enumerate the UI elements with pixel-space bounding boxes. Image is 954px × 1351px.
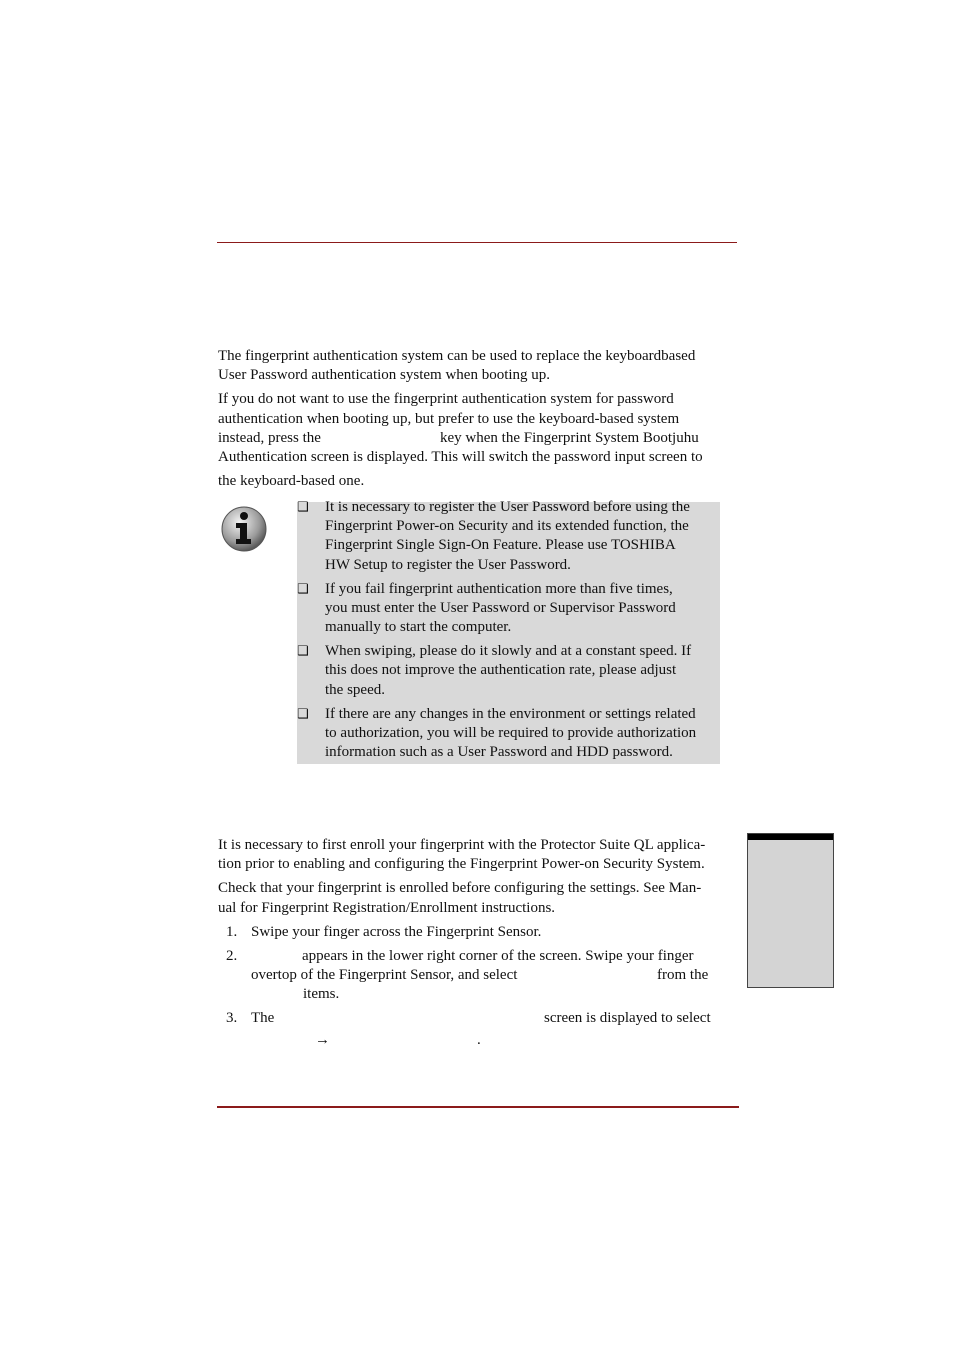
note-line: this does not improve the authentication rate, please adjust — [325, 662, 677, 678]
note-line: If you fail fingerprint authentication more than five times, — [325, 581, 673, 597]
chapter-side-tab — [747, 833, 834, 988]
note-line: When swiping, please do it slowly and at a constant speed. If — [325, 643, 692, 659]
note-line: to authorization, you will be required to provide authorization — [325, 725, 697, 741]
step-number: 1. — [226, 924, 238, 940]
arrow-icon: → — [315, 1032, 330, 1048]
step-text: . — [477, 1032, 481, 1048]
step-text: screen is displayed to select — [544, 1010, 711, 1026]
note-line: you must enter the User Password or Supervisor Password — [325, 600, 676, 616]
step-text: The — [251, 1010, 275, 1026]
note-line: the speed. — [325, 682, 385, 698]
note-line: HW Setup to register the User Password. — [325, 557, 571, 573]
intro-line: the keyboard-based one. — [218, 473, 365, 489]
setup-line: Check that your fingerprint is enrolled before configuring the settings. See Man- — [218, 880, 702, 896]
intro-line: If you do not want to use the fingerprint authentication system for password — [218, 391, 674, 407]
setup-line: It is necessary to first enroll your fingerprint with the Protector Suite QL applica- — [218, 837, 706, 853]
setup-line: tion prior to enabling and configuring the Fingerprint Power-on Security System. — [218, 856, 705, 872]
footer-rule — [217, 1106, 739, 1108]
bullet-icon: ❑ — [297, 707, 309, 722]
note-line: It is necessary to register the User Password before using the — [325, 499, 690, 515]
chapter-tab-bar — [748, 834, 833, 840]
note-line: If there are any changes in the environment or settings related — [325, 706, 696, 722]
step-text: appears in the lower right corner of the screen. Swipe your finger — [302, 948, 694, 964]
note-line: Fingerprint Power-on Security and its extended function, the — [325, 518, 689, 534]
intro-line: authentication when booting up, but prefer to use the keyboard-based system — [218, 411, 680, 427]
note-line: Fingerprint Single Sign-On Feature. Please use TOSHIBA — [325, 537, 676, 553]
bullet-icon: ❑ — [297, 582, 309, 597]
step-number: 3. — [226, 1010, 238, 1026]
intro-line: User Password authentication system when booting up. — [218, 367, 551, 383]
header-rule — [217, 242, 737, 243]
bullet-icon: ❑ — [297, 500, 309, 515]
note-line: information such as a User Password and HDD password. — [325, 744, 673, 760]
note-line: manually to start the computer. — [325, 619, 512, 635]
intro-line: instead, press the — [218, 430, 321, 446]
intro-line: Authentication screen is displayed. This will switch the password input screen to — [218, 449, 703, 465]
step-text: items. — [303, 986, 340, 1002]
step-text: overtop of the Fingerprint Sensor, and select — [251, 967, 518, 983]
bullet-icon: ❑ — [297, 644, 309, 659]
intro-line: key when the Fingerprint System Bootjuhu — [440, 430, 699, 446]
step-number: 2. — [226, 948, 238, 964]
info-icon — [220, 504, 268, 554]
step-text: from the — [657, 967, 709, 983]
setup-line: ual for Fingerprint Registration/Enrollment instructions. — [218, 900, 556, 916]
step-text: Swipe your finger across the Fingerprint Sensor. — [251, 924, 542, 940]
intro-line: The fingerprint authentication system can be used to replace the keyboardbased — [218, 348, 696, 364]
